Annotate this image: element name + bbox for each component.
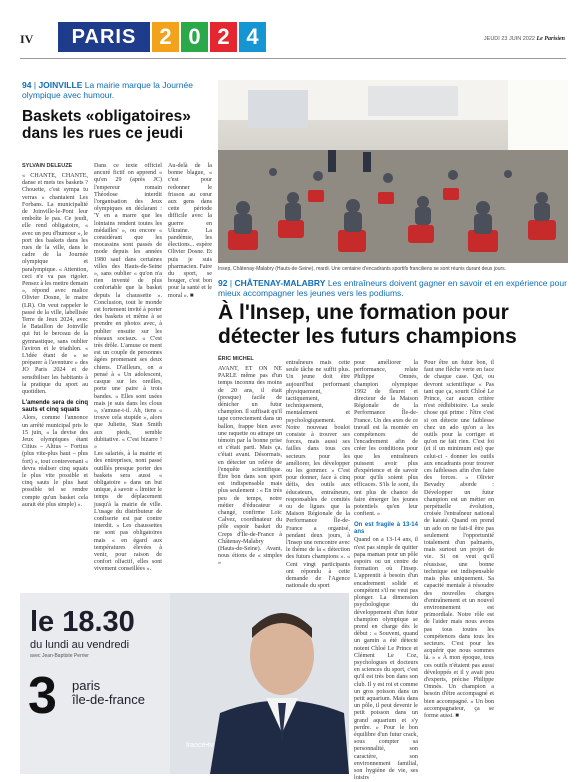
conference-photo bbox=[218, 80, 568, 263]
newspaper-name: Le Parisien bbox=[536, 36, 565, 42]
author-byline: ÉRIC MICHEL bbox=[218, 356, 254, 362]
header-rule bbox=[20, 58, 566, 59]
body-text: Pour être un futur bon, il faut une flèche verte en face de chaque case. Qui, ou devront scientifique « Pas tant que ça, sourit Chloé Le Prince, car aucun critère n'est rédhibitoire. La seule chose qui prime : l'être c'est si on détecte une faiblesse chez un ado qu'on a les outils pour la corriger et qu'on ne fait rien. C'est foi (et il un minimum est) que celui-ci - donner les outils aux encadrants pour trouver ces faiblesses afin d'en faire des forces. » Olivier Bevadry aborde : Développer un futur champion est un métier en perpétuelle évolution, croisée l'entraîneur national de karaté. Quand on prend un ado on ne fait-il être pas seulement l'opportunité totalement d'un palmarès, mais surtout un projet de vie. Si on veut qu'il réussisse, une bonne technique est indispensable mais plus uniquement. Sa capacité mentale à résoudre des nouvelles charges d'entraînement et un nouvel environnement est primordiale. Notre rôle est de l'aider mais nous avons pas tous toutes les compétences dans tous les secteurs. C'est pour les acquérir que nous sommes là. » « À mon époque, tous ces outils n'étaient pas aussi développés et il y avait peu d'experts, précise Philippe Omnès. Un champion a besoin d'être accompagné et bien accompagné. » Un bon accompagnateur, ça se forme aussi. ■ bbox=[424, 360, 494, 719]
year-digit: 2 bbox=[152, 22, 179, 52]
main-headline: À l'Insep, une formation pour détecter les futurs champions bbox=[218, 301, 517, 348]
year-digit: 4 bbox=[239, 22, 266, 52]
article-column bbox=[286, 360, 350, 590]
article-column bbox=[22, 173, 88, 540]
channel-line: paris bbox=[72, 678, 101, 693]
subheading: L'amende sera de cinq sauts et cinq squats bbox=[22, 400, 88, 414]
joinville-kicker: 94 | JOINVILLE La mairie marque la Journée olympique avec humour. bbox=[22, 80, 193, 100]
department-number: 94 bbox=[22, 80, 32, 90]
year-digit: 0 bbox=[181, 22, 208, 52]
year-digit: 2 bbox=[210, 22, 237, 52]
paris-word: PARIS bbox=[58, 22, 150, 52]
article-deck: La mairie marque la Journée olympique avec humour. bbox=[22, 80, 193, 100]
body-text: « CHANTE, CHANTE, danse et mets tes baskets ? Chouette, c'est sympa tu verras » chantaient Les Forbans. La municipalité de Joinville-le-Pont leur emboîte le pas. Ce jeudi, elle rend obligatoire, « avec un peu d'humour », le port des baskets dans les rues de la ville, dans le cadre de la Journée olympique et paralympique. « Attention, ceci n'e va pas rigoler. Pensez à les mettre demain », répond avec malice Olivier Dosne, le maire (LR). On veut rappeler le passé de la ville, labellisée Terre de Jeux 2024, avec le Bataillon de Joinville qui fut le berceau de la gymnastique, sans oublier l'aviron et le triathlon. « L'idée étant de « se préparer à l'aventure » des JO Paris 2024 et de sensibiliser les habitants à la pratique du sport au quotidien. bbox=[22, 173, 88, 396]
article-column bbox=[354, 360, 418, 782]
city-name: CHÂTENAY-MALABRY bbox=[234, 278, 326, 288]
article-column bbox=[218, 366, 282, 567]
body-text: AVANT, ET ON NE PARLE même pas d'un temps inconnu des moins de 20 ans, il était (presque) facile de dénicher un futur champion. Il suffisait qu'il tape correctement dans un ballon, frappe bien avec une raquette ou attrape un témoin par la bonne prise et c'était parti. Mais ça, c'était avant. Désormais, en détecter un relève de l'enquête scientifique. Être bon dans son sport est indispensable mais plus seulement : « En très peu de temps, notre métier d'éducateur a changé, confirme Loïc Calvez, coordinateur du pôle espoir basket du Creps d'Île-de-France à Châtenay-Malabry (Hauts-de-Seine). Avant, nous étions de « simples » bbox=[218, 366, 282, 567]
channel-line: île-de-france bbox=[72, 692, 145, 707]
channel-logo-text bbox=[72, 679, 145, 707]
joinville-headline: Baskets «obligatoires» dans les rues ce jeudi bbox=[22, 108, 191, 142]
body-text: pour améliorer la performance, relate Philippe Omnès, champion olympique 1992 de fleuret et directeur de la Maison Régionale de la Performance Île-de-France. Un des axes de ce travail est la montée en compétences de l'encadrement afin de créer les conditions pour que les entraîneurs puissent avoir plus d'expérience et de savoir pour qu'ils soient plus efficaces. S'ils le sont, ils ont plus de chance de faire émerger les jeunes potentiels qu'en leur confient. » bbox=[354, 360, 418, 518]
body-text: Au-delà de la bonne blague, « c'est pour redonner le frisson au cœur aux gens dans cette période difficile avec la guerre en Ukraine. La pandémie, les élections... espère Olivier Dosne. Et puis je suis pharmacien. Faire du sport, se bouger, c'est bon pour la santé et le moral ». ■ bbox=[168, 163, 212, 299]
channel-logo-number: 3 bbox=[28, 667, 57, 725]
chatenay-kicker: 92 | CHÂTENAY-MALABRY Les entraîneurs doivent gagner en savoir et en expérience pour mieux accompagner les jeunes vers les podiums. bbox=[218, 278, 567, 298]
body-text: entraîneurs mais cette seule tâche ne suffit plus. Un jeune doit être aujourd'hui performant physiquement, tactiquement, techniquement, mentalement et psychologiquement. Notre nouveau boulot consiste à trouver ses forces, mais aussi ses failles dans tous ces secteurs pour les améliorer, les développer ou les gommer. » C'est pour donner, face à cinq défis, des outils aux éducateurs, entraîneurs, responsables de comités ou de ligues que la Maison Régionale de la Performance Île-de-France a organisé, pendant deux jours, à l'Insep une rencontre avec le thème de la « détection des futurs champions ». « Cent vingt participants ont répondu à cette demande de l'Agence nationale du sport bbox=[286, 360, 350, 590]
show-host: avec Jean-Baptiste Perrier bbox=[30, 653, 89, 659]
department-number: 92 bbox=[218, 278, 228, 288]
page-number: IV bbox=[20, 32, 34, 46]
show-time: le 18.30 bbox=[30, 606, 135, 638]
conference-room-illustration bbox=[218, 80, 568, 263]
header-date bbox=[484, 36, 565, 42]
issue-date: JEUDI 23 JUIN 2022 bbox=[483, 36, 535, 42]
author-byline: SYLVAIN DELEUZE bbox=[22, 163, 73, 169]
article-column bbox=[424, 360, 494, 764]
body-text: Alors, comme l'annonce un arrêté municipal pris le 15 juin, « la devise des Jeux olympiques étant Citius – Altius – Fortius (plus vite-plus haut – plus fort) », tout contrevenant « devra réaliser cinq squats le plus vite possible et cinq sauts le plus haut possible tel se rendre compte qu'un basket cela aurait été plus simple) ». bbox=[22, 415, 88, 508]
francetv-logo: france•tv bbox=[186, 742, 214, 749]
paris-2024-logo bbox=[58, 22, 266, 52]
body-text: Dans ce texte officiel ancuré fictif on apprend « qu'en 29 (après JC) l'empereur romain Théodose interdit l'organisation des Jeux olympiques en déclarant : 'Y en a marre que les lointains rendent toutes les médailles' », ou encore « considérant que les mocassins sont passés de mode depuis les années 1980 sauf dans certaines villes des Hauts-de-Seine », sans oublier « qu'on n'a rien inventé de plus confortable que la basket depuis la chaussette ». Conclusion, tout le monde est fortement invité à porter des baskets et même à se prendre en photos avec, à publier ensuite sur les réseaux sociaux. « C'est très drôle. L'amuse ce ment est un couple de personnes âgées promenant ses deux chiens. D'ailleurs, on a pensé à « Un adolescent, casque sur les oreilles, porte une paire à trois bandes. « Elles sont usées mais je suis dans les clous », s'amuse-t-il. Ah, tiens « trouve cela stupide », alors que Juliette, Stan Smith aux pieds, semble dubitative. « C'est bizarre ! » bbox=[94, 163, 162, 450]
show-days: du lundi au vendredi bbox=[30, 639, 130, 651]
photo-caption: Insep, Châtenay-Malabry (Hauts-de-Seine), mardi. Une centaine d'encadrants sportifs franciliens se sont réunis durant deux jours. bbox=[218, 266, 507, 272]
body-text: Quand on a 13-14 ans, il n'est pas simple de quitter papa maman pour un pôle espoirs ou un centre de formation où l'Insep. L'apprentit à besoin d'un encadrement solide et compétent s'il ne veut pas plonger. La dimension psychologique du développement d'un futur champion olympique se prend en charge dès le début : « Souvent, quand un gamin a été détecté notent Chloé Le Prince et Clément Le Coz, psychologues et docteurs en sciences du sport, c'est qu'il est très bon dans son club. Il y est roi et comme un gros poisson dans un petit aquarium. Mais dans un pôle, il peut devenir le petit poisson dans un grand aquarium et s'y perdre. » Pour le bon équilibre d'un futur crack, sous compter sa personnalité, son caractère, son environnement familial, son hygiène de vie, ses loisirs bbox=[354, 537, 418, 782]
article-column bbox=[94, 163, 162, 573]
article-column bbox=[168, 163, 212, 540]
city-name: JOINVILLE bbox=[38, 80, 83, 90]
subheading: On est fragile à 13-14 ans bbox=[354, 522, 418, 536]
article-deck: Les entraîneurs doivent gagner en savoir et en expérience pour mieux accompagner les jeunes vers les podiums. bbox=[218, 278, 567, 298]
body-text: Les salariés, à la mairie et des entreprises, nont passé outillés presque porter des baskets sera aussi « obligatoire » dans un but unique, à savoir « limiter le temps de déplacement jusqu'à la mairie de ville. L'usage du distributeur de confiserie est par contre interdit. » Les chaussettes ne sont pas obligatoires mais « en égard aux températures élevées à venir, pour raison de confort olfactif, elles sont vivement conseillées ». bbox=[94, 451, 162, 573]
